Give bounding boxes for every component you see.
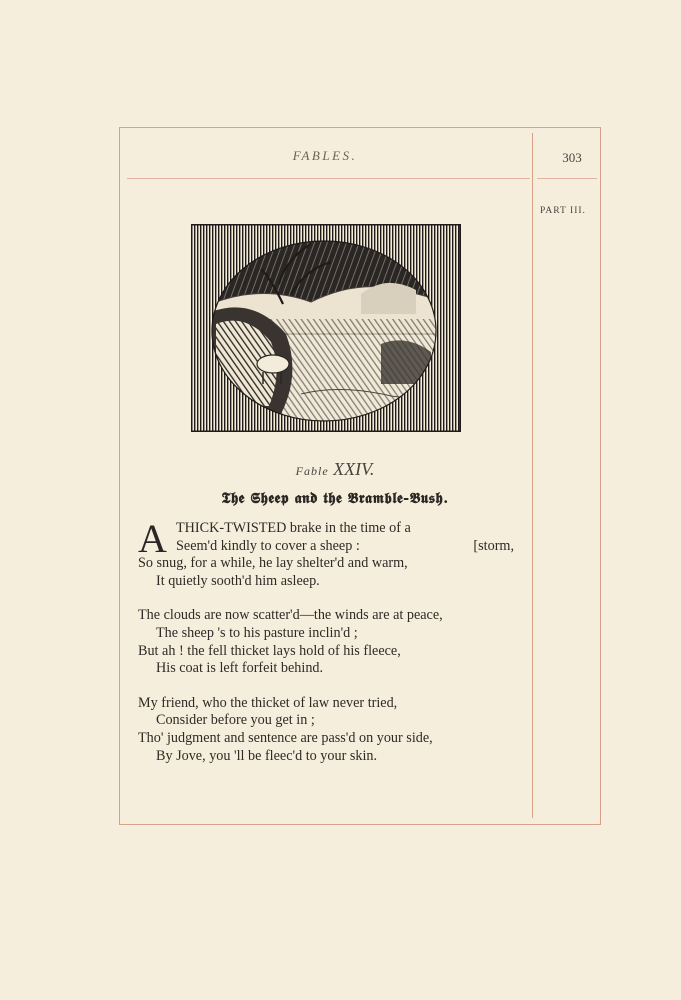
fable-subtitle: 𝕿𝖍𝖊 𝕾𝖍𝖊𝖊𝖕 𝖆𝖓𝖉 𝖙𝖍𝖊 𝕭𝖗𝖆𝖒𝖇𝖑𝖊-𝕭𝖚𝖘𝖍. (221, 489, 449, 507)
header-rule (127, 178, 530, 179)
poem-line-text: Seem'd kindly to cover a sheep : (176, 537, 360, 554)
page-number: 303 (562, 150, 582, 165)
header-rule-margin (537, 178, 597, 179)
fable-title-numeral: XXIV. (333, 459, 375, 479)
margin-rule (532, 133, 533, 818)
poem-line (138, 538, 518, 556)
stanza-2 (138, 607, 518, 677)
poem-line: The clouds are now scatter'd—the winds are at peace, (138, 607, 443, 624)
poem-line: It quietly sooth'd him asleep. (156, 572, 320, 589)
margin-note: PART III. (540, 206, 586, 216)
poem-line: So snug, for a while, he lay shelter'd and warm, (138, 555, 408, 572)
poem-line: The sheep 's to his pasture inclin'd ; (156, 624, 358, 641)
poem-line: By Jove, you 'll be fleec'd to your skin. (156, 747, 378, 764)
fable-title-prefix: Fable (295, 464, 329, 478)
drop-cap: A (138, 516, 167, 561)
poem-line: His coat is left forfeit behind. (156, 660, 324, 677)
stanza-1 (138, 516, 518, 590)
stanza-3 (138, 695, 518, 765)
poem-line: But ah ! the fell thicket lays hold of his fleece, (138, 642, 401, 659)
poem-line: Tho' judgment and sentence are pass'd on your side, (138, 729, 433, 746)
poem-line: Consider before you get in ; (156, 712, 315, 729)
poem-line: My friend, who the thicket of law never tried, (138, 694, 398, 711)
poem-line-carryover: [storm, (473, 537, 514, 554)
woodcut-illustration (191, 224, 461, 432)
running-head: FABLES. (292, 148, 358, 163)
poem-line: THICK-TWISTED brake in the time of a (176, 520, 411, 536)
poem (138, 516, 518, 782)
fable-title (200, 459, 470, 480)
